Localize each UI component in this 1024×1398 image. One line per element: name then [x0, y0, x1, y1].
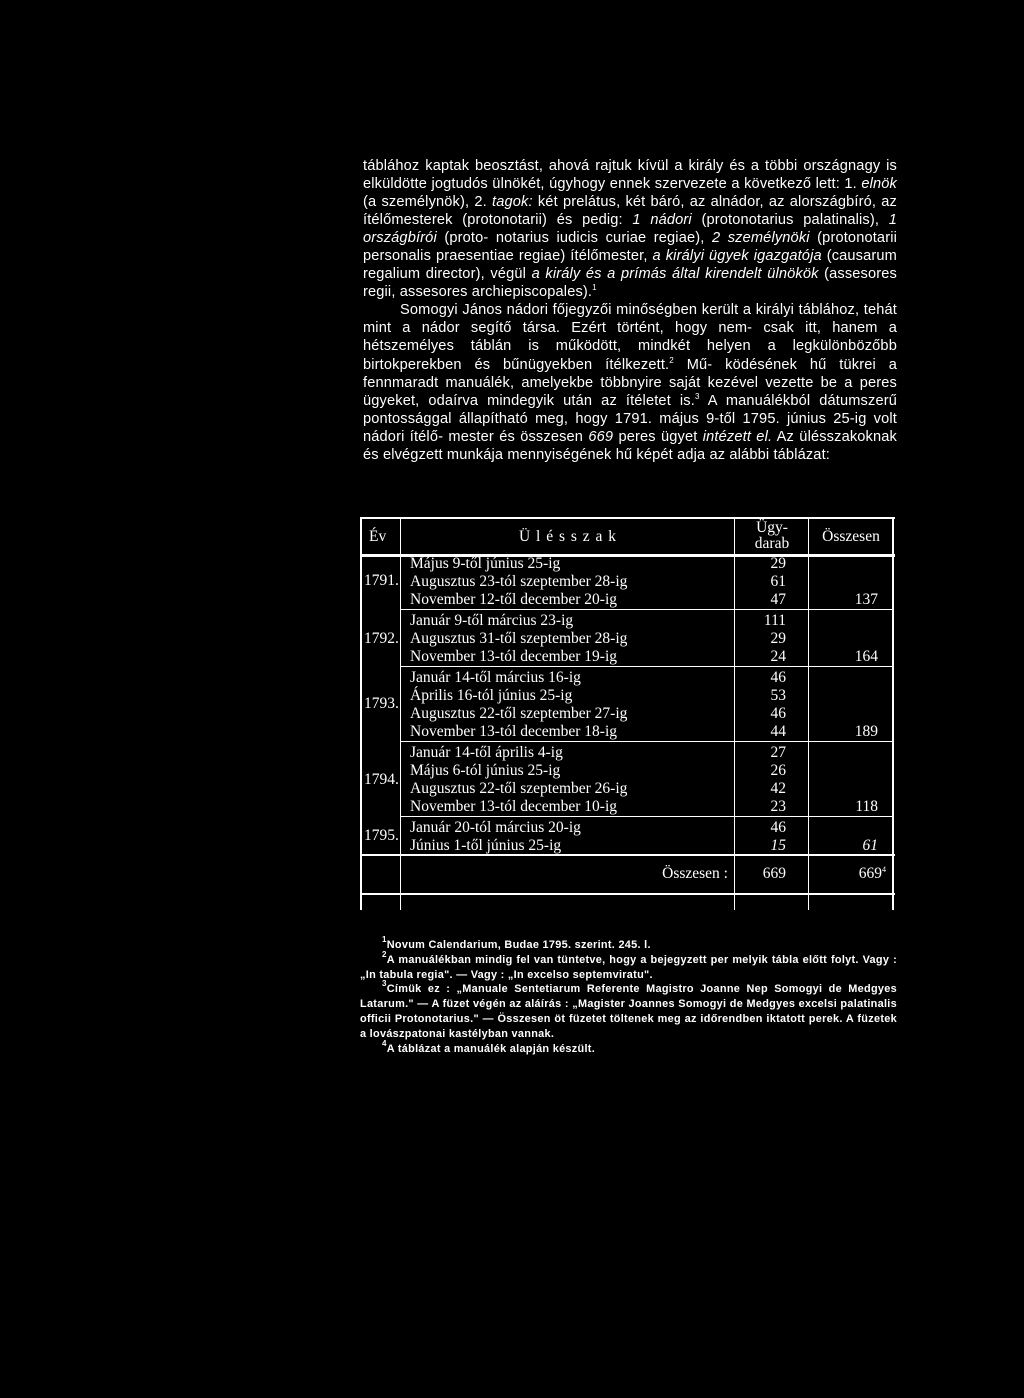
header-cases-line2: darab [754, 535, 790, 552]
cases-cell: 42 [770, 780, 786, 797]
cases-cell: 47 [770, 591, 786, 608]
cases-cell: 111 [763, 612, 786, 629]
year-total: 118 [855, 798, 878, 815]
year-1791: 1791. [364, 572, 399, 589]
session-row: Augusztus 22-től szeptember 27-ig [410, 705, 628, 722]
cases-cell: 44 [770, 723, 786, 740]
paragraph-1: táblához kaptak beosztást, ahová rajtuk kívül a király és a többi országnagy is elküldötte jogtudós ülnökét, úgyhogy ennek szervezete a következő lett: 1. elnök (a személynök), 2. tagok: két prelátus, két báró, az alnádor, az alországbíró, az ítélőmesterek (protonotarii) és pedig: 1 nádori (protonotarius palatinalis), 1 országbírói (proto- notarius iudicis curiae regiae), 2 személynöki (protonotarii personalis praesentiae regiae) ítélőmester, a királyi ügyek igazgatója (causarum regalium director), végül a király és a prímás által kirendelt ülnökök (assesores regii, assesores archiepiscopales).$^1$ [363, 158, 897, 301]
year-1792: 1792. [364, 630, 399, 647]
year-total: 164 [854, 648, 878, 665]
session-row: November 12-től december 20-ig [410, 591, 618, 608]
footnote-ref-4: 4 [882, 865, 886, 874]
table-col-divider-1 [400, 517, 401, 910]
cases-cell: 61 [770, 573, 786, 590]
session-row: Április 16-tól június 25-ig [410, 687, 573, 704]
footnote-ref-3: 3 [694, 391, 700, 401]
session-row: Január 14-től április 4-ig [410, 744, 563, 761]
summary-label: Összesen : [662, 865, 728, 882]
year-total: 189 [854, 723, 878, 740]
cases-cell: 46 [770, 819, 786, 836]
footnote-ref-1: 1 [592, 283, 597, 293]
cases-cell: 24 [770, 648, 786, 665]
cases-cell: 27 [770, 744, 786, 761]
table-left-border [360, 517, 362, 910]
footnote-ref-2: 2 [669, 355, 674, 365]
header-sessions: Ü l é s s z a k [518, 528, 618, 545]
header-cases-line1: Ügy- [756, 519, 788, 536]
cases-cell: 46 [770, 705, 786, 722]
year-total: 61 [862, 837, 878, 854]
footnote-4: $^4$A táblázat a manuálék alapján készült. [382, 1038, 596, 1055]
cases-cell: 15 [770, 837, 786, 854]
session-row: November 13-tól december 18-ig [410, 723, 618, 740]
cases-cell: 29 [770, 555, 786, 572]
session-row: Augusztus 22-től szeptember 26-ig [410, 780, 628, 797]
year-total: 137 [854, 591, 878, 608]
summary-cases: 669 [762, 865, 786, 882]
paragraph-2: Somogyi János nádori főjegyzői minőségben került a királyi táblához, tehát mint a nádor segítő társa. Ezért történt, hogy nem- csak itt, hanem a hétszemélyes táblán is működött, mindkét helyen a legkülönbözőbb birtokperekben és bűnügyekben ítélkezett.$^2$ Mű- ködésének hű tükrei a fennmaradt manuálék, amelyekbe többnyire saját kezével vezette be a peres ügyeket, odaírva mindegyik után az ítéletet is.$^3$ A manuálékból dátumszerű pontossággal állapítható meg, hogy 1791. május 9-től 1795. június 25-ig volt nádori ítélő- mester és összesen 669 peres ügyet intézett el. Az ülésszakoknak és elvégzett munkája mennyiségének hű képét adja az alábbi táblázat: [363, 302, 897, 463]
session-row: Május 9-től június 25-ig [410, 555, 561, 572]
sessions-table [360, 517, 895, 910]
body-text [363, 157, 897, 464]
footnote-1: $^1$Novum Calendarium, Budae 1795. szerint. 245. l. [382, 935, 651, 951]
table-top-rule [360, 517, 895, 519]
group-rule [400, 609, 894, 610]
cases-cell: 29 [770, 630, 786, 647]
year-1794: 1794. [364, 771, 399, 788]
footnote-2: $^2$A manuálékban mindig fel van tüntetve, hogy a bejegyzett per melyik tábla előtt folyt. Vagy : „In tabula regia". — Vagy : „In excelso septemviratu". [360, 949, 897, 981]
table-summary-rule [360, 854, 895, 856]
session-row: Január 20-tól március 20-ig [410, 819, 581, 836]
cases-cell: 53 [770, 687, 786, 704]
cases-cell: 23 [770, 798, 786, 815]
session-row: November 13-tól december 19-ig [410, 648, 618, 665]
session-row: November 13-tól december 10-ig [410, 798, 618, 815]
year-1793: 1793. [364, 695, 399, 712]
year-1795: 1795. [364, 827, 399, 844]
cases-cell: 46 [770, 669, 786, 686]
session-row: Június 1-től június 25-ig [410, 837, 562, 854]
session-row: Január 14-től március 16-ig [410, 669, 581, 686]
cases-cell: 26 [770, 762, 786, 779]
footnotes [360, 935, 897, 1056]
group-rule [400, 816, 894, 817]
header-total: Összesen [822, 528, 880, 545]
session-row: Január 9-től március 23-ig [410, 612, 574, 629]
session-row: Augusztus 31-től szeptember 28-ig [410, 630, 628, 647]
header-year: Év [369, 528, 387, 545]
summary-total: $669^4$ [858, 865, 886, 882]
table-right-border [892, 517, 894, 910]
footnote-3: $^3$Címük ez : „Manuale Sentetiarum Referente Magistro Joanne Nep Somogyi de Medgyes Latarum." — A füzet végén az aláírás : „Magister Joannes Somogyi de Medgyes excelsi palatinalis officii Protonotarius." — Összesen öt füzetet töltenek meg az időrendben iktatott perek. A füzetek a lovászpatonai kastélyban vannak. [360, 979, 897, 1040]
group-rule [400, 666, 894, 667]
session-row: Május 6-tól június 25-ig [410, 762, 561, 779]
session-row: Augusztus 23-tól szeptember 28-ig [410, 573, 628, 590]
group-rule [400, 741, 894, 742]
table-bottom-rule [360, 893, 895, 895]
